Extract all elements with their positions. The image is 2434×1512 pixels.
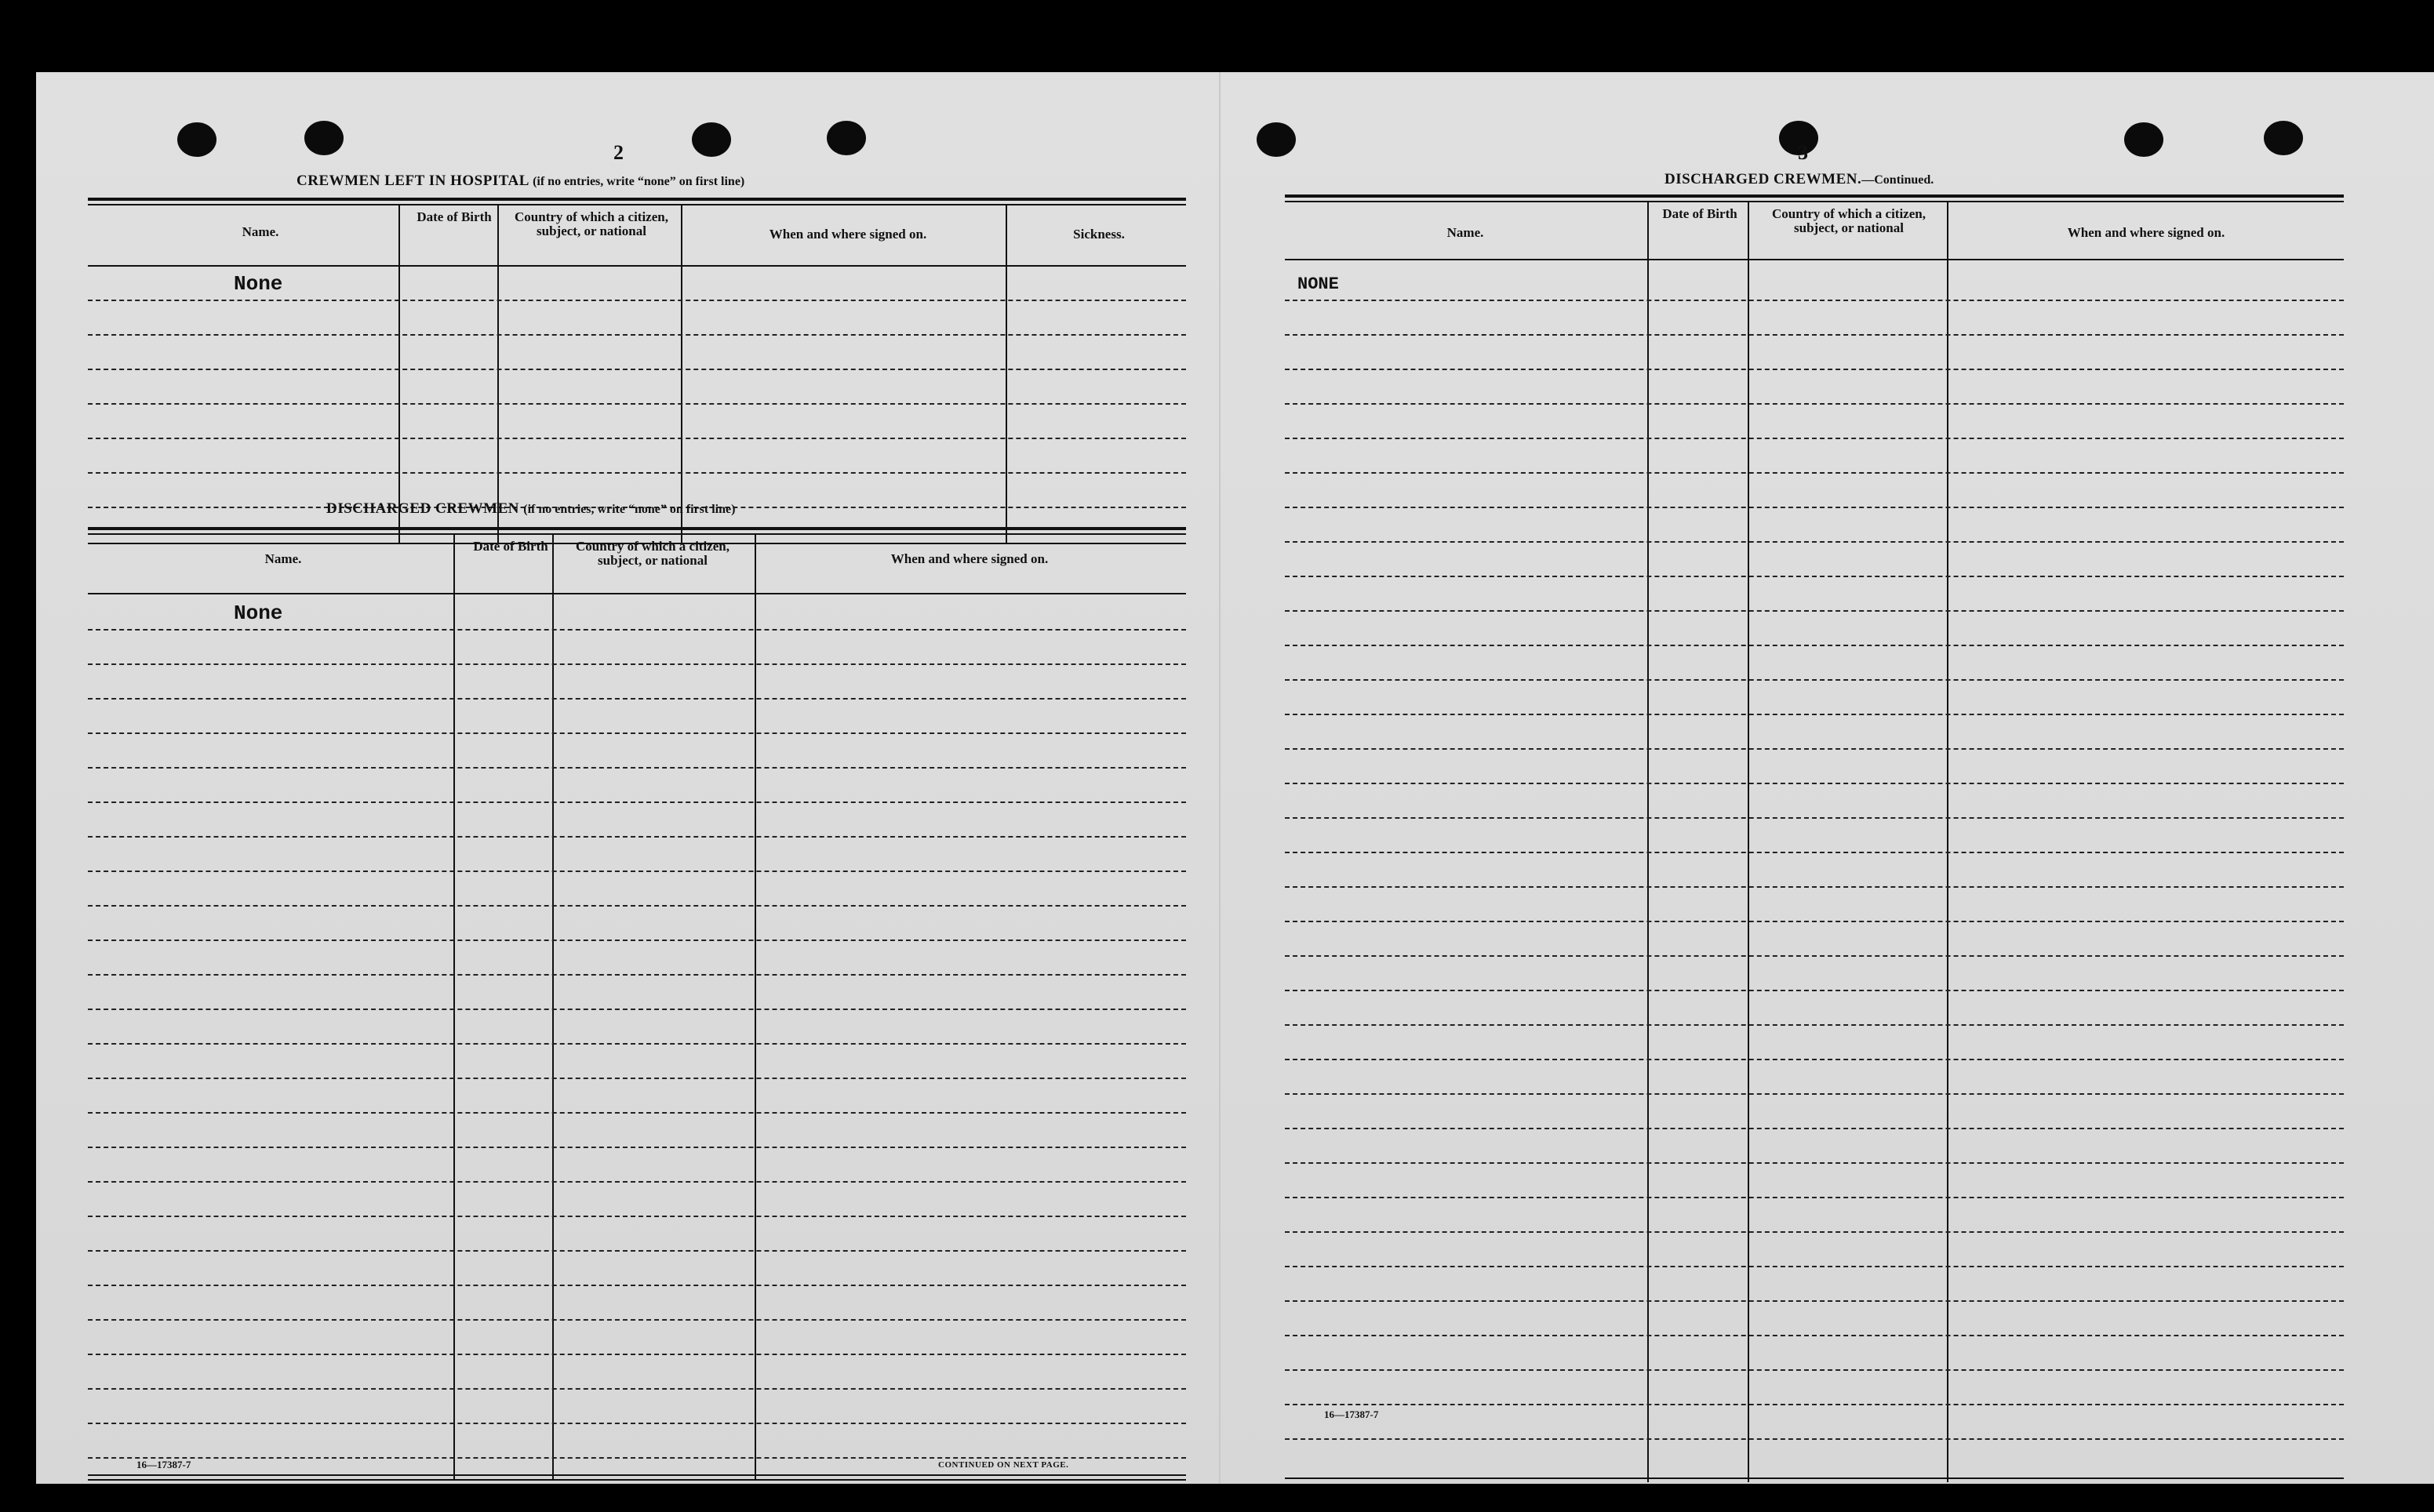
- table-bottom-rule: [1285, 1477, 2344, 1479]
- header-rule: [1285, 259, 2344, 260]
- column-divider: [1748, 202, 1749, 1482]
- table-top-rule: [88, 527, 1186, 530]
- entry-line: [1285, 679, 2344, 681]
- entry-line: [88, 1285, 1186, 1286]
- entry-line: [1285, 1162, 2344, 1164]
- punch-hole: [1257, 122, 1296, 157]
- entry-line: [88, 1319, 1186, 1321]
- entry-line: [88, 1388, 1186, 1390]
- entry-line: [1285, 1369, 2344, 1371]
- entry-line: [1285, 541, 2344, 543]
- entry-line: [1285, 1093, 2344, 1095]
- discharged-entry: None: [234, 602, 283, 625]
- form-number: 16—17387-7: [136, 1459, 191, 1470]
- column-header-signed-on: When and where signed on.: [890, 551, 1049, 566]
- table-top-rule: [1285, 201, 2344, 202]
- table-bottom-rule: [88, 1474, 1186, 1476]
- discharged-continued-title: [1665, 171, 1934, 188]
- column-header-country: Country of which a citizen, subject, or national: [576, 539, 729, 568]
- entry-line: [1285, 610, 2344, 612]
- entry-line: [88, 334, 1186, 336]
- entry-line: [1285, 1059, 2344, 1060]
- entry-line: [1285, 645, 2344, 646]
- entry-line: [88, 870, 1186, 872]
- entry-line: [88, 369, 1186, 370]
- left-page: [36, 72, 1219, 1484]
- discharged-section-title: [326, 500, 735, 518]
- entry-line: [1285, 1438, 2344, 1440]
- entry-line: [88, 438, 1186, 439]
- page-number: 3: [1798, 141, 1808, 164]
- hospital-title-subtitle: (if no entries, write “none” on first line): [533, 175, 745, 188]
- scanned-document: [36, 72, 2433, 1484]
- column-divider: [755, 535, 756, 1481]
- entry-line: [1285, 576, 2344, 577]
- entry-line: [1285, 403, 2344, 405]
- entry-line: [88, 629, 1186, 631]
- entry-line: [88, 940, 1186, 941]
- entry-line: [88, 1354, 1186, 1355]
- hospital-section-title: [297, 173, 744, 190]
- entry-line: [1285, 955, 2344, 957]
- entry-line: [88, 1423, 1186, 1424]
- entry-line: [88, 663, 1186, 665]
- column-divider: [1006, 205, 1007, 544]
- table-top-rule: [88, 204, 1186, 205]
- column-header-dob: Date of Birth: [1662, 206, 1737, 221]
- entry-line: [1285, 748, 2344, 750]
- entry-line: [1285, 1266, 2344, 1267]
- column-header-signed-on: When and where signed on.: [769, 227, 927, 242]
- entry-line: [1285, 783, 2344, 784]
- table-top-rule: [1285, 194, 2344, 198]
- continued-suffix: —Continued.: [1861, 173, 1934, 187]
- entry-line: [88, 472, 1186, 474]
- column-header-name: Name.: [264, 551, 302, 566]
- entry-line: [1285, 438, 2344, 439]
- punch-hole: [827, 121, 866, 155]
- punch-hole: [2124, 122, 2163, 157]
- entry-line: [1285, 714, 2344, 715]
- entry-line: [88, 732, 1186, 734]
- entry-line: [1285, 990, 2344, 991]
- column-header-dob: Date of Birth: [417, 209, 492, 224]
- column-header-name: Name.: [1446, 225, 1484, 240]
- punch-hole: [304, 121, 344, 155]
- entry-line: [1285, 334, 2344, 336]
- entry-line: [1285, 507, 2344, 508]
- entry-line: [88, 403, 1186, 405]
- column-divider: [453, 535, 455, 1481]
- entry-line: [1285, 1197, 2344, 1198]
- column-divider: [681, 205, 682, 544]
- entry-line: [1285, 1335, 2344, 1336]
- discharged-title-text: DISCHARGED CREWMEN: [326, 500, 519, 517]
- entry-line: [1285, 1128, 2344, 1129]
- table-bottom-rule: [88, 1479, 1186, 1481]
- entry-line: [88, 1009, 1186, 1010]
- entry-line: [1285, 852, 2344, 853]
- discharged-continued-text: DISCHARGED CREWMEN.: [1665, 171, 1862, 187]
- page-number: 2: [613, 141, 624, 164]
- entry-line: [88, 1216, 1186, 1217]
- column-divider: [552, 535, 554, 1481]
- header-rule: [88, 593, 1186, 594]
- entry-line: [88, 767, 1186, 769]
- entry-line: [88, 905, 1186, 907]
- column-divider: [1647, 202, 1649, 1482]
- entry-line: [1285, 886, 2344, 888]
- entry-line: [88, 300, 1186, 301]
- entry-line: [88, 836, 1186, 838]
- hospital-entry: None: [234, 272, 283, 296]
- entry-line: [88, 1112, 1186, 1114]
- discharged-continued-entry: NONE: [1297, 274, 1339, 294]
- entry-line: [1285, 1300, 2344, 1302]
- column-header-signed-on: When and where signed on.: [2067, 225, 2225, 240]
- entry-line: [88, 1457, 1186, 1459]
- entry-line: [88, 1181, 1186, 1183]
- entry-line: [1285, 1024, 2344, 1026]
- entry-line: [1285, 1404, 2344, 1405]
- column-header-dob: Date of Birth: [473, 539, 548, 554]
- column-divider: [398, 205, 400, 544]
- column-header-country: Country of which a citizen, subject, or national: [1772, 206, 1926, 235]
- column-header-name: Name.: [242, 224, 279, 239]
- entry-line: [1285, 472, 2344, 474]
- right-page: [1219, 72, 2434, 1484]
- punch-hole: [2264, 121, 2303, 155]
- column-divider: [1947, 202, 1948, 1482]
- entry-line: [88, 801, 1186, 803]
- header-rule: [88, 265, 1186, 267]
- table-top-rule: [88, 533, 1186, 535]
- form-number: 16—17387-7: [1324, 1408, 1379, 1420]
- table-top-rule: [88, 198, 1186, 201]
- entry-line: [88, 1250, 1186, 1252]
- entry-line: [1285, 300, 2344, 301]
- continued-note: CONTINUED ON NEXT PAGE.: [938, 1460, 1069, 1470]
- punch-hole: [177, 122, 216, 157]
- column-header-sickness: Sickness.: [1073, 227, 1125, 242]
- entry-line: [88, 1078, 1186, 1079]
- discharged-title-subtitle: (if no entries, write “none” on first line): [523, 503, 736, 516]
- hospital-title-text: CREWMEN LEFT IN HOSPITAL: [297, 173, 529, 189]
- column-divider: [497, 205, 499, 544]
- entry-line: [88, 974, 1186, 976]
- entry-line: [1285, 369, 2344, 370]
- entry-line: [88, 698, 1186, 700]
- entry-line: [1285, 817, 2344, 819]
- column-header-country: Country of which a citizen, subject, or national: [515, 209, 668, 238]
- entry-line: [88, 1043, 1186, 1045]
- entry-line: [1285, 921, 2344, 922]
- entry-line: [88, 1147, 1186, 1148]
- entry-line: [1285, 1231, 2344, 1233]
- punch-hole: [692, 122, 731, 157]
